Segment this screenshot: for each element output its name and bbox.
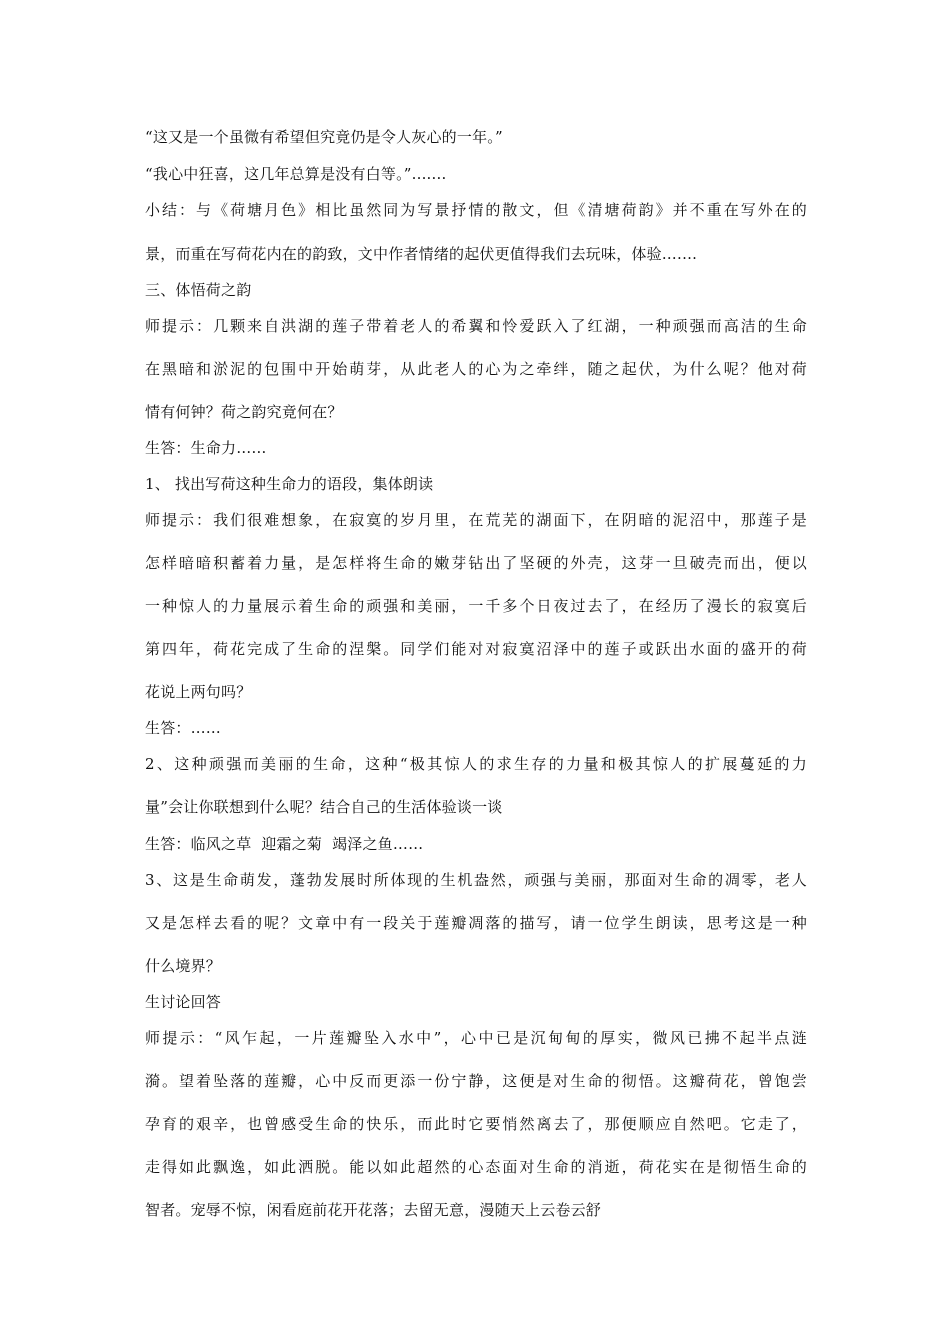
teacher-hint-3-line-1: 师提示：“风乍起，一片莲瓣坠入水中”，心中已是沉甸甸的厚实，微风已拂不起半点涟	[145, 1029, 807, 1047]
task-3-line-1: 3、这是生命萌发，蓬勃发展时所体现的生机盎然，顽强与美丽，那面对生命的凋零，老人	[145, 871, 807, 889]
summary-line-1: 小结：与《荷塘月色》相比虽然同为写景抒情的散文，但《清塘荷韵》并不重在写外在的	[145, 201, 807, 219]
teacher-hint-2-line-2: 怎样暗暗积蓄着力量，是怎样将生命的嫩芽钻出了坚硬的外壳，这芽一旦破壳而出，便以	[145, 554, 807, 572]
task-3-line-3: 什么境界？	[145, 957, 222, 975]
student-discussion: 生讨论回答	[145, 993, 222, 1011]
teacher-hint-3-line-3: 孕育的艰辛，也曾感受生命的快乐，而此时它要悄然离去了，那便顺应自然吧。它走了，	[145, 1115, 807, 1133]
teacher-hint-3-line-4: 走得如此飘逸，如此洒脱。能以如此超然的心态面对生命的消逝，荷花实在是彻悟生命的	[145, 1158, 807, 1176]
teacher-hint-1-line-2: 在黑暗和淤泥的包围中开始萌芽，从此老人的心为之牵绊，随之起伏，为什么呢？他对荷	[145, 360, 807, 378]
teacher-hint-3-line-2: 漪。望着坠落的莲瓣，心中反而更添一份宁静，这便是对生命的彻悟。这瓣荷花，曾饱尝	[145, 1072, 807, 1090]
section-heading: 三、体悟荷之韵	[145, 281, 252, 299]
teacher-hint-1-line-3: 情有何钟？荷之韵究竟何在？	[145, 403, 343, 421]
teacher-hint-2-line-3: 一种惊人的力量展示着生命的顽强和美丽，一千多个日夜过去了，在经历了漫长的寂寞后	[145, 597, 807, 615]
quote-line-1: “这又是一个虽微有希望但究竟仍是令人灰心的一年。”	[145, 128, 503, 146]
student-answer-3: 生答：临风之草 迎霜之菊 竭泽之鱼……	[145, 835, 424, 853]
task-2-line-1: 2、这种顽强而美丽的生命，这种“极其惊人的求生存的力量和极其惊人的扩展蔓延的力	[145, 755, 807, 773]
teacher-hint-2-line-1: 师提示：我们很难想象，在寂寞的岁月里，在荒芜的湖面下，在阴暗的泥沼中，那莲子是	[145, 511, 807, 529]
task-2-line-2: 量”会让你联想到什么呢？结合自己的生活体验谈一谈	[145, 798, 503, 816]
teacher-hint-3-line-5: 智者。宠辱不惊，闲看庭前花开花落；去留无意，漫随天上云卷云舒	[145, 1201, 602, 1219]
teacher-hint-2-line-5: 花说上两句吗？	[145, 683, 252, 701]
teacher-hint-1-line-1: 师提示：几颗来自洪湖的莲子带着老人的希翼和怜爱跃入了红湖，一种顽强而高洁的生命	[145, 317, 807, 335]
task-1: 1、 找出写荷这种生命力的语段，集体朗读	[145, 475, 434, 493]
student-answer-1: 生答：生命力……	[145, 439, 267, 457]
task-3-line-2: 又是怎样去看的呢？文章中有一段关于莲瓣凋落的描写，请一位学生朗读，思考这是一种	[145, 914, 807, 932]
quote-line-2: “我心中狂喜，这几年总算是没有白等。”.......	[145, 165, 447, 183]
teacher-hint-2-line-4: 第四年，荷花完成了生命的涅槃。同学们能对对寂寞沼泽中的莲子或跃出水面的盛开的荷	[145, 640, 807, 658]
summary-line-2: 景，而重在写荷花内在的韵致，文中作者情绪的起伏更值得我们去玩味，体验….…	[145, 245, 698, 263]
student-answer-2: 生答：……	[145, 719, 222, 737]
